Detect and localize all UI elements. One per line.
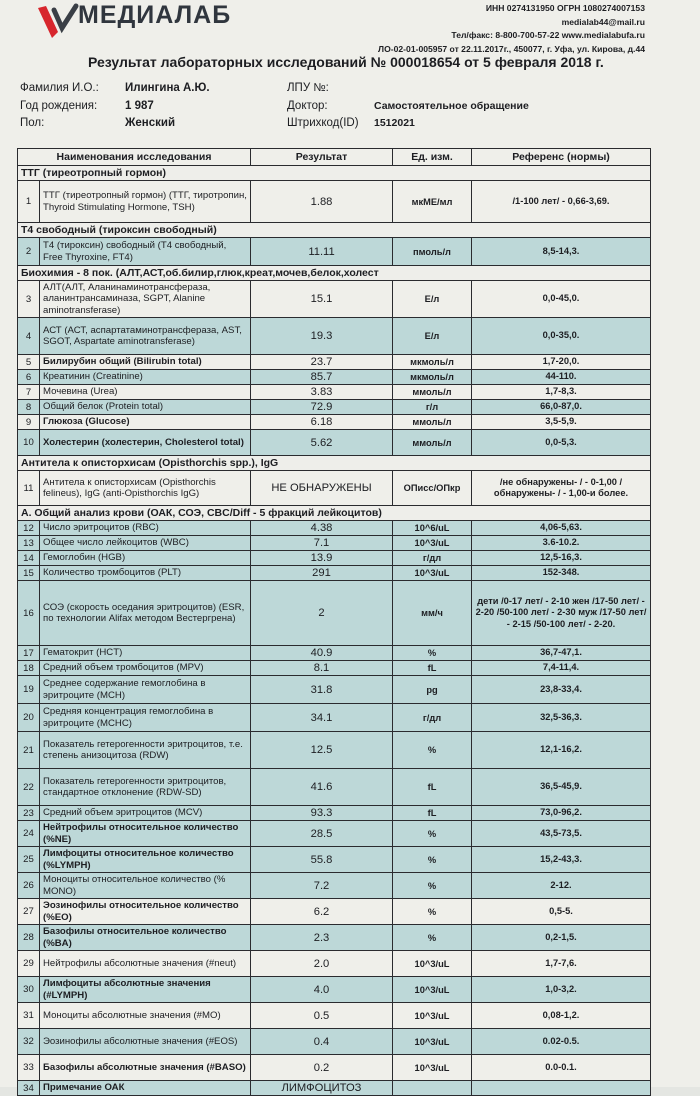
table-row bbox=[18, 1055, 651, 1081]
patient-sex: Женский bbox=[125, 117, 176, 129]
test-name: Нейтрофилы относительное количество (%NE) bbox=[40, 821, 251, 847]
test-unit: мкМЕ/мл bbox=[393, 181, 472, 223]
test-reference: 36,7-47,1. bbox=[472, 646, 651, 661]
row-number: 4 bbox=[18, 318, 40, 355]
section-title: Антитела к описторхисам (Opisthorchis spp.), IgG bbox=[18, 456, 651, 471]
test-reference: 0,0-5,3. bbox=[472, 430, 651, 456]
section-header bbox=[18, 266, 651, 281]
test-name: Т4 (тироксин) свободный (Т4 свободный, Free Thyroxine, FT4) bbox=[40, 238, 251, 266]
test-result: 23.7 bbox=[251, 355, 393, 370]
test-unit: 10^3/uL bbox=[393, 951, 472, 977]
patient-name: Илингина А.Ю. bbox=[125, 82, 210, 94]
row-number: 11 bbox=[18, 471, 40, 506]
table-row bbox=[18, 925, 651, 951]
test-unit: % bbox=[393, 873, 472, 899]
test-result: 15.1 bbox=[251, 281, 393, 318]
test-result: 11.11 bbox=[251, 238, 393, 266]
test-reference: 73,0-96,2. bbox=[472, 806, 651, 821]
test-unit: ммоль/л bbox=[393, 430, 472, 456]
row-number: 15 bbox=[18, 566, 40, 581]
test-name: Мочевина (Urea) bbox=[40, 385, 251, 400]
table-row bbox=[18, 430, 651, 456]
test-unit: % bbox=[393, 821, 472, 847]
test-reference: 36,5-45,9. bbox=[472, 769, 651, 806]
table-row bbox=[18, 821, 651, 847]
row-number: 31 bbox=[18, 1003, 40, 1029]
test-unit: ммоль/л bbox=[393, 415, 472, 430]
report-header bbox=[0, 0, 700, 140]
test-result: 0.2 bbox=[251, 1055, 393, 1081]
test-unit: fL bbox=[393, 806, 472, 821]
test-name: Среднее содержание гемоглобина в эритроците (MCH) bbox=[40, 676, 251, 704]
test-reference: 44-110. bbox=[472, 370, 651, 385]
brand-name: МЕДИАЛАБ bbox=[78, 1, 232, 29]
test-reference: 32,5-36,3. bbox=[472, 704, 651, 732]
test-result: 5.62 bbox=[251, 430, 393, 456]
row-number: 1 bbox=[18, 181, 40, 223]
test-unit: 10^3/uL bbox=[393, 1003, 472, 1029]
row-number: 30 bbox=[18, 977, 40, 1003]
test-result: 2.3 bbox=[251, 925, 393, 951]
test-reference: 2-12. bbox=[472, 873, 651, 899]
test-reference: 43,5-73,5. bbox=[472, 821, 651, 847]
row-number: 21 bbox=[18, 732, 40, 769]
test-name: Лимфоциты относительное количество (%LYMPH) bbox=[40, 847, 251, 873]
row-number: 19 bbox=[18, 676, 40, 704]
table-row bbox=[18, 471, 651, 506]
test-reference: 4,06-5,63. bbox=[472, 521, 651, 536]
barcode-value: 1512021 bbox=[374, 117, 415, 129]
test-name: ТТГ (тиреотропный гормон) (ТТГ, тиротропин, Thyroid Stimulating Hormone, TSH) bbox=[40, 181, 251, 223]
name-label: Фамилия И.О.: bbox=[20, 82, 99, 94]
table-row bbox=[18, 581, 651, 646]
test-reference: 15,2-43,3. bbox=[472, 847, 651, 873]
test-result: 4.38 bbox=[251, 521, 393, 536]
test-name: Количество тромбоцитов (PLT) bbox=[40, 566, 251, 581]
table-row bbox=[18, 977, 651, 1003]
test-result: 8.1 bbox=[251, 661, 393, 676]
test-unit: мкмоль/л bbox=[393, 355, 472, 370]
test-unit: % bbox=[393, 646, 472, 661]
test-reference: /не обнаружены- / - 0-1,00 /обнаружены- / - 1,00-и более. bbox=[472, 471, 651, 506]
test-name: Моноциты абсолютные значения (#MO) bbox=[40, 1003, 251, 1029]
row-number: 28 bbox=[18, 925, 40, 951]
test-name: Билирубин общий (Bilirubin total) bbox=[40, 355, 251, 370]
test-result: 6.18 bbox=[251, 415, 393, 430]
test-result: НЕ ОБНАРУЖЕНЫ bbox=[251, 471, 393, 506]
test-unit bbox=[393, 1081, 472, 1096]
company-details bbox=[378, 2, 645, 56]
row-number: 27 bbox=[18, 899, 40, 925]
test-result: 28.5 bbox=[251, 821, 393, 847]
test-reference: 0,0-45,0. bbox=[472, 281, 651, 318]
test-result: 40.9 bbox=[251, 646, 393, 661]
test-unit: pg bbox=[393, 676, 472, 704]
table-row bbox=[18, 536, 651, 551]
test-unit: ОПисс/ОПкр bbox=[393, 471, 472, 506]
section-header bbox=[18, 166, 651, 181]
row-number: 14 bbox=[18, 551, 40, 566]
row-number: 34 bbox=[18, 1081, 40, 1096]
test-reference: 12,1-16,2. bbox=[472, 732, 651, 769]
test-name: Примечание ОАК bbox=[40, 1081, 251, 1096]
lpu-label: ЛПУ №: bbox=[287, 82, 329, 94]
row-number: 24 bbox=[18, 821, 40, 847]
test-unit: мм/ч bbox=[393, 581, 472, 646]
test-name: Креатинин (Creatinine) bbox=[40, 370, 251, 385]
test-unit: 10^3/uL bbox=[393, 1055, 472, 1081]
section-title: ТТГ (тиреотропный гормон) bbox=[18, 166, 651, 181]
test-name: Средний объем тромбоцитов (MPV) bbox=[40, 661, 251, 676]
results-table bbox=[17, 148, 651, 1096]
barcode-label: Штрихкод(ID) bbox=[287, 117, 359, 129]
test-result: 93.3 bbox=[251, 806, 393, 821]
test-reference: 12,5-16,3. bbox=[472, 551, 651, 566]
test-result: 12.5 bbox=[251, 732, 393, 769]
row-number: 26 bbox=[18, 873, 40, 899]
test-name: Базофилы абсолютные значения (#BASO) bbox=[40, 1055, 251, 1081]
referral-info bbox=[287, 80, 529, 133]
table-row bbox=[18, 806, 651, 821]
row-number: 12 bbox=[18, 521, 40, 536]
table-header-row bbox=[18, 149, 651, 166]
test-reference: 152-348. bbox=[472, 566, 651, 581]
col-header-result: Результат bbox=[251, 149, 393, 166]
test-name: Общий белок (Protein total) bbox=[40, 400, 251, 415]
test-result: 0.4 bbox=[251, 1029, 393, 1055]
test-name: Эозинофилы относительное количество (%EO) bbox=[40, 899, 251, 925]
row-number: 20 bbox=[18, 704, 40, 732]
test-reference: 1,0-3,2. bbox=[472, 977, 651, 1003]
table-row bbox=[18, 521, 651, 536]
test-result: ЛИМФОЦИТОЗ bbox=[251, 1081, 393, 1096]
table-row bbox=[18, 400, 651, 415]
test-reference: 0,08-1,2. bbox=[472, 1003, 651, 1029]
test-name: Средняя концентрация гемоглобина в эритроците (MCHC) bbox=[40, 704, 251, 732]
test-result: 13.9 bbox=[251, 551, 393, 566]
test-reference: 23,8-33,4. bbox=[472, 676, 651, 704]
table-row bbox=[18, 566, 651, 581]
test-reference: /1-100 лет/ - 0,66-3,69. bbox=[472, 181, 651, 223]
test-reference: 1,7-7,6. bbox=[472, 951, 651, 977]
row-number: 25 bbox=[18, 847, 40, 873]
col-header-unit: Ед. изм. bbox=[393, 149, 472, 166]
test-name: Средний объем эритроцитов (MCV) bbox=[40, 806, 251, 821]
test-unit: % bbox=[393, 847, 472, 873]
table-row bbox=[18, 732, 651, 769]
table-row bbox=[18, 181, 651, 223]
section-title: Биохимия - 8 пок. (АЛТ,АСТ,об.билир,глюк,креат,мочев,белок,холест bbox=[18, 266, 651, 281]
row-number: 22 bbox=[18, 769, 40, 806]
row-number: 29 bbox=[18, 951, 40, 977]
test-name: Число эритроцитов (RBC) bbox=[40, 521, 251, 536]
row-number: 5 bbox=[18, 355, 40, 370]
test-result: 31.8 bbox=[251, 676, 393, 704]
test-result: 19.3 bbox=[251, 318, 393, 355]
section-title: Т4 свободный (тироксин свободный) bbox=[18, 223, 651, 238]
test-unit: 10^3/uL bbox=[393, 566, 472, 581]
test-name: Нейтрофилы абсолютные значения (#neut) bbox=[40, 951, 251, 977]
section-header bbox=[18, 506, 651, 521]
sex-label: Пол: bbox=[20, 117, 45, 129]
test-unit: % bbox=[393, 732, 472, 769]
test-result: 1.88 bbox=[251, 181, 393, 223]
test-result: 3.83 bbox=[251, 385, 393, 400]
test-name: Глюкоза (Glucose) bbox=[40, 415, 251, 430]
test-unit: 10^6/uL bbox=[393, 521, 472, 536]
doctor-value: Самостоятельное обращение bbox=[374, 99, 529, 112]
row-number: 10 bbox=[18, 430, 40, 456]
test-name: Гемоглобин (HGB) bbox=[40, 551, 251, 566]
table-row bbox=[18, 676, 651, 704]
test-reference: дети /0-17 лет/ - 2-10 жен /17-50 лет/ - 2-20 /50-100 лет/ - 2-30 муж /17-50 лет/ - 2-15 /50-100 лет/ - 2-20. bbox=[472, 581, 651, 646]
test-unit: г/дл bbox=[393, 704, 472, 732]
test-unit: пмоль/л bbox=[393, 238, 472, 266]
test-result: 0.5 bbox=[251, 1003, 393, 1029]
table-row bbox=[18, 1003, 651, 1029]
test-reference bbox=[472, 1081, 651, 1096]
row-number: 2 bbox=[18, 238, 40, 266]
row-number: 3 bbox=[18, 281, 40, 318]
test-name: Гематокрит (HCT) bbox=[40, 646, 251, 661]
test-reference: 1,7-8,3. bbox=[472, 385, 651, 400]
table-row bbox=[18, 847, 651, 873]
test-unit: Е/л bbox=[393, 281, 472, 318]
test-result: 2.0 bbox=[251, 951, 393, 977]
test-reference: 0.02-0.5. bbox=[472, 1029, 651, 1055]
table-row bbox=[18, 1029, 651, 1055]
section-header bbox=[18, 223, 651, 238]
table-row bbox=[18, 415, 651, 430]
col-header-reference: Референс (нормы) bbox=[472, 149, 651, 166]
table-row bbox=[18, 661, 651, 676]
birth-label: Год рождения: bbox=[20, 99, 98, 112]
test-name: Эозинофилы абсолютные значения (#EOS) bbox=[40, 1029, 251, 1055]
test-result: 55.8 bbox=[251, 847, 393, 873]
test-name: АСТ (АСТ, аспартатаминотрансфераза, AST, SGOT, Aspartate aminotransferase) bbox=[40, 318, 251, 355]
test-result: 41.6 bbox=[251, 769, 393, 806]
test-unit: Е/л bbox=[393, 318, 472, 355]
table-row bbox=[18, 551, 651, 566]
test-result: 6.2 bbox=[251, 899, 393, 925]
test-name: Моноциты относительное количество (% MONO) bbox=[40, 873, 251, 899]
row-number: 13 bbox=[18, 536, 40, 551]
test-unit: % bbox=[393, 899, 472, 925]
test-unit: г/дл bbox=[393, 551, 472, 566]
test-result: 7.2 bbox=[251, 873, 393, 899]
test-name: Холестерин (холестерин, Cholesterol total) bbox=[40, 430, 251, 456]
row-number: 16 bbox=[18, 581, 40, 646]
test-name: СОЭ (скорость оседания эритроцитов) (ESR, по технологии Alifax методом Вестергрена) bbox=[40, 581, 251, 646]
test-result: 7.1 bbox=[251, 536, 393, 551]
doctor-label: Доктор: bbox=[287, 99, 328, 112]
test-reference: 0,5-5. bbox=[472, 899, 651, 925]
test-reference: 0.0-0.1. bbox=[472, 1055, 651, 1081]
test-name: Базофилы относительное количество (%BA) bbox=[40, 925, 251, 951]
test-unit: ммоль/л bbox=[393, 385, 472, 400]
test-reference: 3.6-10.2. bbox=[472, 536, 651, 551]
table-row bbox=[18, 769, 651, 806]
company-line: Тел/факс: 8-800-700-57-22 www.medialabufa.ru bbox=[451, 30, 645, 40]
test-unit: мкмоль/л bbox=[393, 370, 472, 385]
table-row bbox=[18, 873, 651, 899]
test-name: Лимфоциты абсолютные значения (#LYMPH) bbox=[40, 977, 251, 1003]
medialab-logo-icon bbox=[32, 2, 82, 44]
test-result: 291 bbox=[251, 566, 393, 581]
row-number: 32 bbox=[18, 1029, 40, 1055]
test-reference: 66,0-87,0. bbox=[472, 400, 651, 415]
test-name: АЛТ(АЛТ, Аланинаминотрансфераза, аланинтрансаминаза, SGPT, Alanine aminotransferase) bbox=[40, 281, 251, 318]
test-unit: % bbox=[393, 925, 472, 951]
table-row bbox=[18, 899, 651, 925]
table-row bbox=[18, 281, 651, 318]
company-line: ИНН 0274131950 ОГРН 1080274007153 bbox=[485, 3, 645, 13]
row-number: 7 bbox=[18, 385, 40, 400]
test-reference: 7,4-11,4. bbox=[472, 661, 651, 676]
test-result: 2 bbox=[251, 581, 393, 646]
table-row bbox=[18, 951, 651, 977]
row-number: 18 bbox=[18, 661, 40, 676]
test-reference: 8,5-14,3. bbox=[472, 238, 651, 266]
test-unit: г/л bbox=[393, 400, 472, 415]
test-unit: fL bbox=[393, 769, 472, 806]
row-number: 8 bbox=[18, 400, 40, 415]
test-unit: 10^3/uL bbox=[393, 1029, 472, 1055]
birth-year: 1 987 bbox=[125, 99, 154, 112]
test-reference: 0,2-1,5. bbox=[472, 925, 651, 951]
section-title: А. Общий анализ крови (ОАК, СОЭ, CBC/Diff - 5 фракций лейкоцитов) bbox=[18, 506, 651, 521]
company-line: medialab44@mail.ru bbox=[561, 16, 645, 27]
row-number: 6 bbox=[18, 370, 40, 385]
test-unit: fL bbox=[393, 661, 472, 676]
patient-info bbox=[20, 80, 210, 133]
table-row bbox=[18, 370, 651, 385]
test-result: 72.9 bbox=[251, 400, 393, 415]
section-header bbox=[18, 456, 651, 471]
table-row bbox=[18, 238, 651, 266]
test-reference: 0,0-35,0. bbox=[472, 318, 651, 355]
col-header-name: Наименования исследования bbox=[18, 149, 251, 166]
test-unit: 10^3/uL bbox=[393, 977, 472, 1003]
company-line: ЛО-02-01-005957 от 22.11.2017г., 450077, г. Уфа, ул. Кирова, д.44 bbox=[378, 43, 645, 54]
test-unit: 10^3/uL bbox=[393, 536, 472, 551]
row-number: 17 bbox=[18, 646, 40, 661]
row-number: 23 bbox=[18, 806, 40, 821]
table-row bbox=[18, 704, 651, 732]
test-name: Общее число лейкоцитов (WBC) bbox=[40, 536, 251, 551]
test-name: Показатель гетерогенности эритроцитов, т.е. степень анизоцитоза (RDW) bbox=[40, 732, 251, 769]
row-number: 9 bbox=[18, 415, 40, 430]
table-row bbox=[18, 318, 651, 355]
table-row bbox=[18, 646, 651, 661]
report-title: Результат лабораторных исследований № 000018654 от 5 февраля 2018 г. bbox=[88, 54, 604, 70]
test-name: Антитела к описторхисам (Opisthorchis felineus), IgG (anti-Opisthorchis IgG) bbox=[40, 471, 251, 506]
test-reference: 3,5-5,9. bbox=[472, 415, 651, 430]
table-row bbox=[18, 1081, 651, 1096]
table-row bbox=[18, 385, 651, 400]
row-number: 33 bbox=[18, 1055, 40, 1081]
test-reference: 1,7-20,0. bbox=[472, 355, 651, 370]
table-row bbox=[18, 355, 651, 370]
test-result: 4.0 bbox=[251, 977, 393, 1003]
test-name: Показатель гетерогенности эритроцитов, стандартное отклонение (RDW-SD) bbox=[40, 769, 251, 806]
test-result: 85.7 bbox=[251, 370, 393, 385]
test-result: 34.1 bbox=[251, 704, 393, 732]
